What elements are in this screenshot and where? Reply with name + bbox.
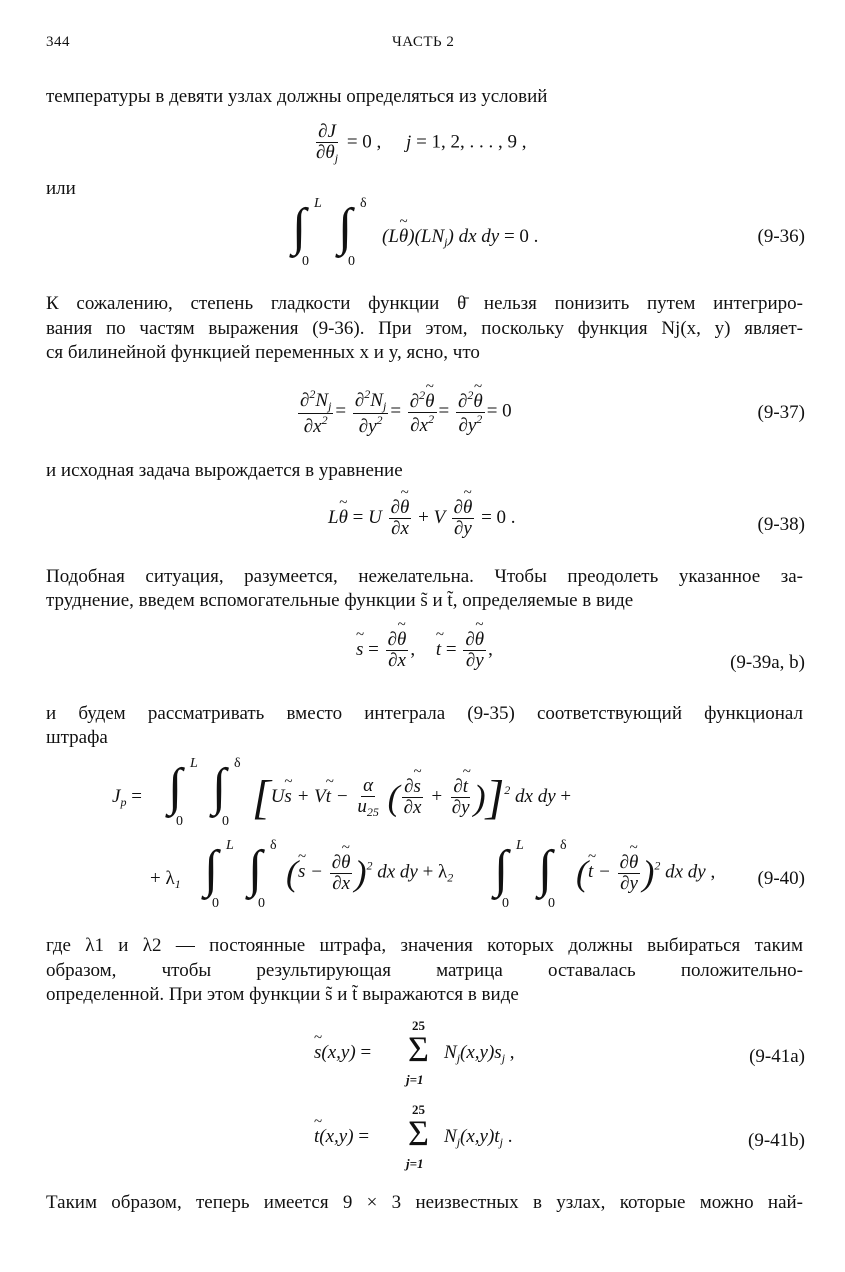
equation-9-40-line-1: $J_p$ = ∫ L 0 ∫ δ 0 [U~ s + V~ t − $\frac{\alpha}{u_{25}}$ ( $\frac{\partial\sim s}{\partial x}$ + $\frac{\partial\sim t}{\partial y}$ )]$^2$ dx dy + [112,756,632,836]
running-header: ЧАСТЬ 2 [392,34,455,50]
equation-number: (9-41b) [748,1130,805,1151]
equation-9-38: L~ θ = U $\frac{\partial\sim \theta}{\partial x}$ + V $\frac{\partial\sim \theta}{\partial y}$ = 0 . [328,498,516,539]
equation-9-41b: ~ t(x,y) = 25 Σ j=1 $N_j(x,y)t_j$ . [314,1102,574,1174]
text-line: и исходная задача вырождается в уравнение [46,460,403,481]
equation-9-36: ∫ L 0 ∫ δ 0 (L~ $\theta)(LN_j)$ dx dy = 0 . [292,196,592,276]
text-line: К сожалению, степень гладкости функции θ̄ нельзя понизить путем интегриро- [46,293,803,314]
equation-number: (9-40) [757,868,805,889]
equation-number: (9-36) [757,226,805,247]
equation-9-35: $\frac{\partial J}{\partial\theta_j}$ = 0 , j = 1, 2, . . . , 9 , [316,121,527,165]
equation-number: (9-37) [757,402,805,423]
text-line: Подобная ситуация, разумеется, нежелательна. Чтобы преодолеть указанное за- [46,566,803,587]
text-line: и будем рассматривать вместо интеграла (9-35) соответствующий функционал [46,703,803,724]
text-line: где λ1 и λ2 — постоянные штрафа, значения которых должны выбираться таким [46,935,803,956]
text-line: образом, чтобы результирующая матрица оставалась положительно- [46,960,803,981]
equation-number: (9-38) [757,514,805,535]
equation-9-37: $\frac{\partial^2N_j}{\partial x^2}$ = $\frac{\partial^2N_j}{\partial y^2}$ = $\frac{\partial^2\sim \theta}{\partial x^2}$ = $\frac{\partial^2\sim \theta}{\partial y^2}$ = 0 [296,388,512,437]
equation-number: (9-41a) [749,1046,805,1067]
text-line: ся билинейной функцией переменных x и y, ясно, что [46,342,480,363]
text-line: штрафа [46,727,108,748]
equation-9-40-line-2: + $\lambda_1$ ∫ L 0 ∫ δ 0 (~ s − $\frac{\partial\sim \theta}{\partial x}$ )$^2$ dx dy + $\lambda_2$ ∫ L 0 ∫ δ 0 (~ t − $\frac{\partial\sim \theta}{\partial y}$ )$^2$ dx dy , [150,838,730,920]
text-line: или [46,178,76,199]
text-line: вания по частям выражения (9-36). При этом, поскольку функция Nj(x, y) являет- [46,318,803,339]
equation-number: (9-39a, b) [730,652,805,673]
text-line: труднение, введем вспомогательные функции s̃ и t̃, определяемые в виде [46,590,634,611]
equation-9-39: ~ s = $\frac{\partial\sim \theta}{\partial x}$ , ~ t = $\frac{\partial\sim \theta}{\partial y}$ , [356,630,493,671]
text-line: определенной. При этом функции s̃ и t̃ выражаются в виде [46,984,519,1005]
page-number: 344 [46,34,70,50]
equation-9-41a: ~ s(x,y) = 25 Σ j=1 $N_j(x,y)s_j$ , [314,1018,574,1090]
text-line: температуры в девяти узлах должны определяться из условий [46,86,548,107]
text-line: Таким образом, теперь имеется 9 × 3 неизвестных в узлах, которые можно най- [46,1192,803,1213]
